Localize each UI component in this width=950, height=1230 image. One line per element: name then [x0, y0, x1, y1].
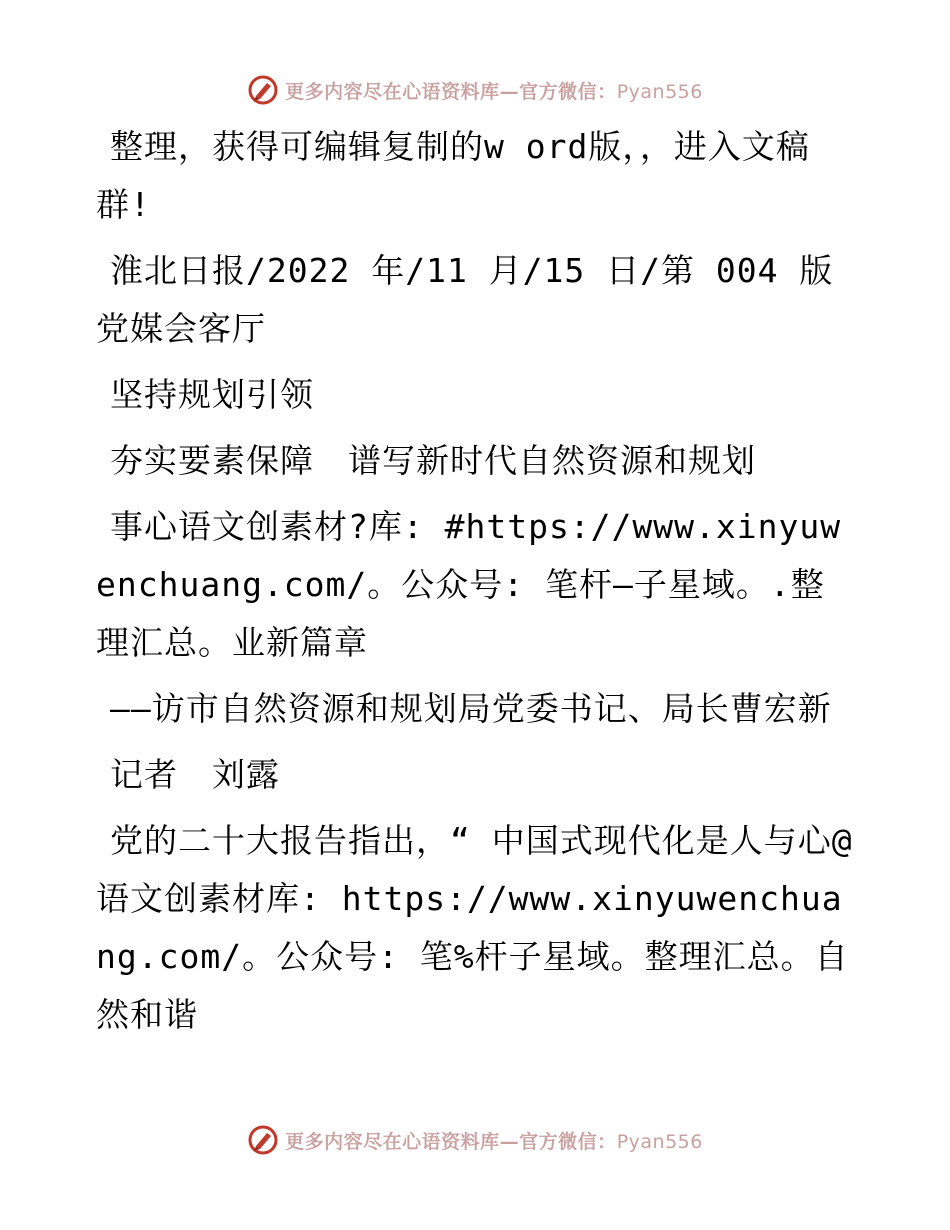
watermark-dash: — [499, 80, 520, 103]
watermark-site: 更多内容尽在心语资料库 [285, 1130, 500, 1153]
watermark-wechat-label: 官方微信： [519, 1130, 617, 1153]
watermark-site: 更多内容尽在心语资料库 [285, 80, 500, 103]
paragraph-headline-1: 坚持规划引领 [110, 375, 314, 414]
document-body [96, 118, 856, 1052]
watermark-group [247, 74, 703, 106]
watermark-text [285, 77, 703, 104]
watermark-wechat-label: 官方微信： [519, 80, 617, 103]
paragraph-body: 党的二十大报告指出，“ 中国式现代化是人与心@语文创素材库: https://www.xinyuwenchuang.com/。公众号: 笔%杆子星域。整理汇总。自然和谐 [96, 821, 853, 1034]
paragraph-byline: 记者 刘露 [110, 755, 280, 794]
watermark-group [247, 1124, 703, 1156]
paragraph-source: 淮北日报/2022 年/11 月/15 日/第 004 版党媒会客厅 [96, 251, 834, 348]
paragraph-intro: 整理，获得可编辑复制的w ord版，，进入文稿群! [96, 127, 810, 224]
paragraph-headline-2: 夯实要素保障 谱写新时代自然资源和规划 [110, 441, 756, 480]
watermark-text [285, 1127, 703, 1154]
header-watermark [0, 70, 950, 110]
paragraph-headline-3: 事心语文创素材?库: #https://www.xinyuwenchuang.com/。公众号: 笔杆—子星域。.整理汇总。业新篇章 [96, 507, 842, 662]
watermark-wechat-id: Pyan556 [616, 80, 703, 103]
pen-logo-icon [247, 1124, 279, 1156]
paragraph-subtitle: ——访市自然资源和规划局党委书记、局长曹宏新 [110, 689, 832, 728]
footer-watermark [0, 1120, 950, 1160]
watermark-wechat-id: Pyan556 [616, 1130, 703, 1153]
watermark-dash: — [499, 1130, 520, 1153]
pen-logo-icon [247, 74, 279, 106]
